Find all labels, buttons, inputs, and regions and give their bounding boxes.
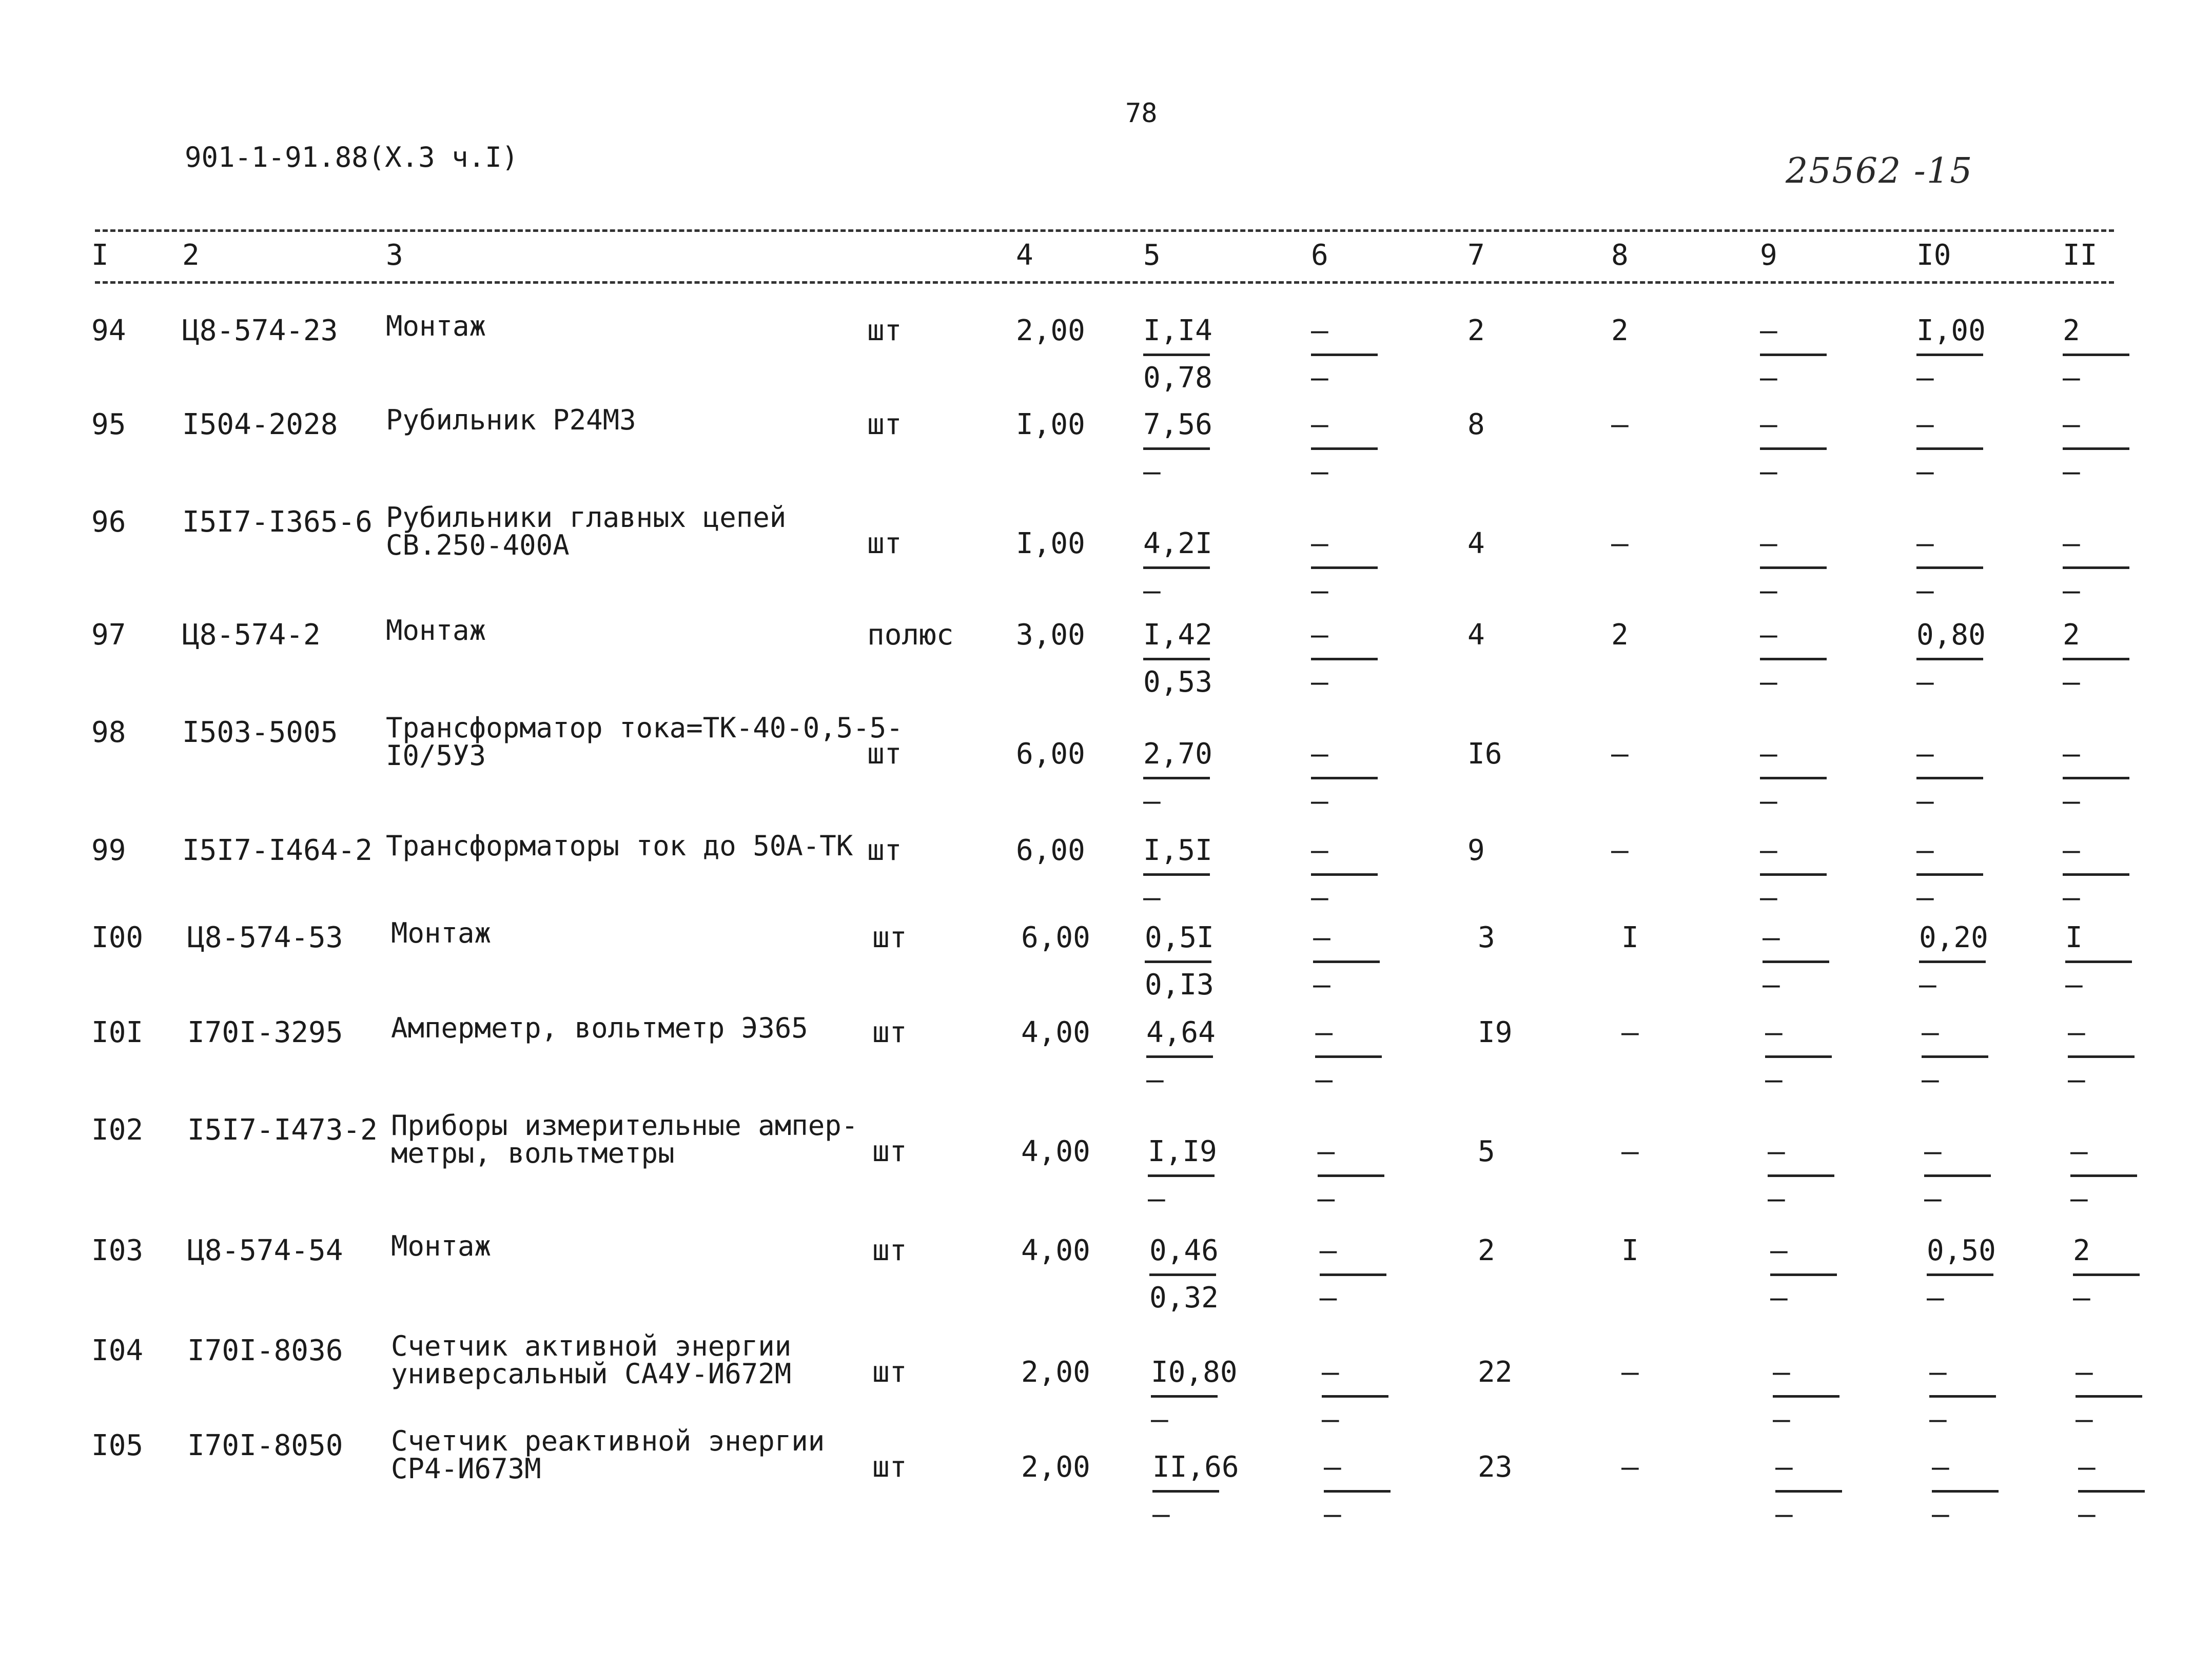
row-number: 96 [91, 505, 126, 539]
fraction-rule [1143, 447, 1210, 450]
row-col11-bottom: – [2063, 455, 2080, 488]
row-col8: – [1621, 1356, 1639, 1389]
row-col10-top: 0,50 [1927, 1234, 1996, 1267]
row-col10-bottom: – [1916, 361, 1934, 395]
fraction-rule [1760, 447, 1827, 450]
fraction-rule [1765, 1055, 1832, 1058]
fraction-rule [2070, 1174, 2137, 1177]
row-description-line: Счетчик активной энергии [391, 1330, 792, 1362]
column-header-5: 5 [1143, 239, 1161, 272]
row-col6-top: – [1319, 1234, 1337, 1267]
fraction-rule [2063, 354, 2129, 356]
fraction-rule [2063, 658, 2129, 660]
row-col5-bottom: – [1143, 455, 1161, 488]
row-col11-top: – [2063, 527, 2080, 560]
row-col6-top: – [1311, 314, 1328, 347]
row-col7: 8 [1467, 408, 1485, 441]
row-col11-bottom: – [2068, 1063, 2085, 1096]
fraction-rule [2063, 777, 2129, 779]
row-col11-bottom: – [2063, 881, 2080, 914]
row-col6-bottom: – [1321, 1403, 1339, 1436]
row-col11-top: I [2065, 921, 2083, 954]
fraction-rule [2076, 1395, 2142, 1398]
row-col6-top: – [1311, 834, 1328, 867]
column-header-3: 3 [386, 239, 403, 272]
row-col9-top: – [1773, 1356, 1790, 1389]
fraction-rule [1775, 1490, 1842, 1493]
fraction-rule [1760, 566, 1827, 569]
row-col8: – [1621, 1016, 1639, 1049]
row-description-line: СР4-И673М [391, 1453, 541, 1485]
fraction-rule [2078, 1490, 2145, 1493]
row-quantity: 3,00 [1016, 618, 1085, 652]
row-col8: – [1621, 1451, 1639, 1484]
column-header-7: 7 [1467, 239, 1485, 272]
row-col10-bottom: – [1927, 1281, 1944, 1315]
row-col5-top: I,I9 [1148, 1135, 1217, 1168]
fraction-rule [1311, 447, 1378, 450]
row-col6-bottom: – [1311, 361, 1328, 395]
row-description-line: Трансформатор тока=ТК-40-0,5-5- [386, 712, 903, 744]
row-col5-bottom: – [1152, 1498, 1170, 1531]
header-rule-bottom [95, 281, 2114, 284]
row-col9-bottom: – [1763, 968, 1780, 1002]
fraction-rule [1143, 777, 1210, 779]
row-number: I0I [91, 1016, 144, 1049]
row-col5-bottom: 0,32 [1149, 1281, 1219, 1315]
row-col9-top: – [1760, 408, 1777, 441]
fraction-rule [1311, 566, 1378, 569]
row-col9-top: – [1763, 921, 1780, 954]
row-description-line: Монтаж [386, 614, 486, 646]
row-description [391, 1014, 808, 1042]
row-description [386, 714, 903, 770]
row-quantity: 4,00 [1021, 1016, 1090, 1049]
row-col11-top: – [2068, 1016, 2085, 1049]
row-quantity: 6,00 [1021, 921, 1090, 954]
fraction-rule [1320, 1273, 1386, 1276]
row-col5-bottom: 0,53 [1143, 665, 1212, 699]
row-col7: 2 [1467, 314, 1485, 347]
row-col6-bottom: – [1317, 1182, 1335, 1216]
row-col11-top: – [2063, 834, 2080, 867]
row-col6-top: – [1313, 921, 1330, 954]
row-description-line: Приборы измерительные ампер- [391, 1109, 858, 1142]
row-code: I5I7-I365-6 [182, 505, 373, 539]
row-col10-bottom: – [1924, 1182, 1942, 1216]
row-col8: I [1621, 1234, 1639, 1267]
row-description-line: Монтаж [391, 1230, 492, 1262]
fraction-rule [1149, 1273, 1216, 1276]
row-col7: I6 [1467, 737, 1502, 771]
row-col7: 4 [1467, 618, 1485, 652]
row-quantity: 4,00 [1021, 1135, 1090, 1168]
row-quantity: 6,00 [1016, 737, 1085, 771]
row-col9-top: – [1760, 527, 1777, 560]
row-col6-top: – [1311, 618, 1328, 652]
row-col5-top: I,5I [1143, 834, 1212, 867]
row-col7: 3 [1478, 921, 1495, 954]
row-col9-bottom: – [1760, 881, 1777, 914]
row-unit: шт [872, 1016, 907, 1049]
row-col11-top: 2 [2073, 1234, 2090, 1267]
fraction-rule [1143, 566, 1210, 569]
row-col5-bottom: – [1146, 1063, 1164, 1096]
row-col10-top: – [1916, 737, 1934, 771]
row-code: I70I-8036 [187, 1334, 343, 1367]
row-col10-bottom: – [1916, 574, 1934, 607]
row-col10-top: 0,80 [1916, 618, 1986, 652]
column-header-1: I [91, 239, 109, 272]
fraction-rule [1311, 658, 1378, 660]
row-unit: шт [867, 408, 902, 441]
row-col7: 4 [1467, 527, 1485, 560]
row-col9-bottom: – [1768, 1182, 1785, 1216]
row-number: I03 [91, 1234, 144, 1267]
fraction-rule [1919, 961, 1986, 963]
row-description-line: Рубильник Р24М3 [386, 404, 636, 436]
row-col7: 9 [1467, 834, 1485, 867]
row-number: I05 [91, 1429, 144, 1462]
row-quantity: 6,00 [1016, 834, 1085, 867]
row-col9-top: – [1760, 834, 1777, 867]
row-col8: – [1611, 737, 1629, 771]
row-description [391, 1109, 858, 1169]
fraction-rule [1143, 658, 1210, 660]
row-col6-bottom: – [1311, 881, 1328, 914]
row-col10-bottom: – [1916, 785, 1934, 818]
row-quantity: 2,00 [1021, 1451, 1090, 1484]
row-unit: шт [867, 314, 902, 347]
fraction-rule [1311, 777, 1378, 779]
row-col10-top: – [1924, 1135, 1942, 1168]
fraction-rule [1311, 873, 1378, 876]
row-description-line: I0/5У3 [386, 739, 486, 772]
fraction-rule [1916, 447, 1983, 450]
row-col5-bottom: – [1143, 574, 1161, 607]
header-rule-top [95, 229, 2114, 232]
row-quantity: 2,00 [1021, 1356, 1090, 1389]
fraction-rule [1324, 1490, 1391, 1493]
row-col11-top: – [2063, 408, 2080, 441]
row-col8: – [1611, 408, 1629, 441]
row-col9-bottom: – [1760, 455, 1777, 488]
row-col6-top: – [1311, 527, 1328, 560]
row-code: I5I7-I473-2 [187, 1113, 378, 1147]
row-description [391, 1232, 491, 1260]
row-col6-top: – [1311, 737, 1328, 771]
fraction-rule [1760, 873, 1827, 876]
handwritten-reference: 25562 -15 [1786, 151, 1973, 191]
row-description [386, 406, 636, 434]
fraction-rule [1916, 873, 1983, 876]
row-col11-bottom: – [2063, 361, 2080, 395]
column-header-10: I0 [1916, 239, 1951, 272]
row-col6-top: – [1311, 408, 1328, 441]
row-col6-top: – [1324, 1451, 1341, 1484]
fraction-rule [2063, 873, 2129, 876]
fraction-rule [1311, 354, 1378, 356]
row-quantity: I,00 [1016, 408, 1085, 441]
fraction-rule [1318, 1174, 1384, 1177]
column-header-11: II [2063, 239, 2098, 272]
row-quantity: 2,00 [1016, 314, 1085, 347]
fraction-rule [1151, 1395, 1218, 1398]
row-col7: I9 [1478, 1016, 1513, 1049]
row-unit: шт [872, 1451, 907, 1484]
row-number: 98 [91, 716, 126, 749]
row-unit: шт [872, 921, 907, 954]
fraction-rule [1148, 1174, 1215, 1177]
row-col6-bottom: – [1311, 665, 1328, 699]
fraction-rule [2073, 1273, 2140, 1276]
row-col9-bottom: – [1765, 1063, 1783, 1096]
row-col9-top: – [1775, 1451, 1793, 1484]
row-code: Ц8-574-54 [187, 1234, 343, 1267]
column-header-4: 4 [1016, 239, 1033, 272]
page-number: 78 [1125, 98, 1158, 129]
row-col11-top: – [2078, 1451, 2096, 1484]
row-number: 94 [91, 314, 126, 347]
row-unit: полюс [867, 618, 954, 652]
column-header-6: 6 [1311, 239, 1328, 272]
row-col11-top: 2 [2063, 314, 2080, 347]
row-col11-bottom: – [2070, 1182, 2088, 1216]
row-col11-bottom: – [2065, 968, 2083, 1002]
row-col11-top: – [2076, 1356, 2093, 1389]
row-col10-top: – [1929, 1356, 1947, 1389]
fraction-rule [1760, 777, 1827, 779]
row-col10-bottom: – [1919, 968, 1936, 1002]
row-col6-bottom: – [1324, 1498, 1341, 1531]
row-code: I70I-8050 [187, 1429, 343, 1462]
row-unit: шт [872, 1356, 907, 1389]
fraction-rule [1313, 961, 1380, 963]
row-number: 97 [91, 618, 126, 652]
row-col8: – [1611, 834, 1629, 867]
row-col9-bottom: – [1760, 361, 1777, 395]
fraction-rule [1929, 1395, 1996, 1398]
row-number: 95 [91, 408, 126, 441]
row-col10-bottom: – [1932, 1498, 1949, 1531]
row-col9-bottom: – [1760, 665, 1777, 699]
row-col8: 2 [1611, 618, 1629, 652]
fraction-rule [1927, 1273, 1993, 1276]
row-col5-top: I,42 [1143, 618, 1212, 652]
row-col5-top: 4,2I [1143, 527, 1212, 560]
row-col10-top: – [1916, 834, 1934, 867]
row-col11-bottom: – [2076, 1403, 2093, 1436]
row-col9-top: – [1765, 1016, 1783, 1049]
fraction-rule [1916, 658, 1983, 660]
row-description [386, 312, 486, 340]
row-quantity: 4,00 [1021, 1234, 1090, 1267]
row-col7: 23 [1478, 1451, 1513, 1484]
column-header-9: 9 [1760, 239, 1777, 272]
row-description-line: универсальный СА4У-И672М [391, 1358, 792, 1390]
row-description-line: Амперметр, вольтметр Э365 [391, 1012, 808, 1044]
row-col9-bottom: – [1775, 1498, 1793, 1531]
row-col9-top: – [1770, 1234, 1788, 1267]
row-col10-bottom: – [1916, 881, 1934, 914]
row-col7: 22 [1478, 1356, 1513, 1389]
row-col7: 2 [1478, 1234, 1495, 1267]
row-col6-bottom: – [1313, 968, 1330, 1002]
fraction-rule [1932, 1490, 1999, 1493]
row-col10-top: – [1916, 527, 1934, 560]
row-code: I503-5005 [182, 716, 338, 749]
row-col5-top: 0,46 [1149, 1234, 1219, 1267]
row-col5-top: I0,80 [1151, 1356, 1238, 1389]
fraction-rule [1916, 354, 1983, 356]
fraction-rule [1143, 354, 1210, 356]
row-col5-bottom: – [1148, 1182, 1165, 1216]
row-col5-top: 7,56 [1143, 408, 1212, 441]
column-header-2: 2 [182, 239, 200, 272]
row-code: I70I-3295 [187, 1016, 343, 1049]
row-col10-top: 0,20 [1919, 921, 1988, 954]
row-description [391, 1427, 825, 1483]
row-col10-bottom: – [1922, 1063, 1939, 1096]
row-col11-bottom: – [2063, 574, 2080, 607]
fraction-rule [1924, 1174, 1991, 1177]
row-description-line: Рубильники главных цепей [386, 501, 787, 534]
fraction-rule [2068, 1055, 2135, 1058]
row-number: 99 [91, 834, 126, 867]
row-col6-top: – [1315, 1016, 1333, 1049]
row-col9-top: – [1760, 314, 1777, 347]
row-col11-top: – [2063, 737, 2080, 771]
row-unit: шт [867, 527, 902, 560]
fraction-rule [1760, 658, 1827, 660]
row-col10-bottom: – [1916, 665, 1934, 699]
row-col9-bottom: – [1773, 1403, 1790, 1436]
row-number: I02 [91, 1113, 144, 1147]
row-col6-bottom: – [1311, 574, 1328, 607]
row-col5-top: 2,70 [1143, 737, 1212, 771]
row-col10-top: I,00 [1916, 314, 1986, 347]
row-description [386, 832, 853, 860]
fraction-rule [1922, 1055, 1988, 1058]
row-col10-top: – [1932, 1451, 1949, 1484]
row-col10-bottom: – [1916, 455, 1934, 488]
row-description [391, 1332, 791, 1388]
row-number: I04 [91, 1334, 144, 1367]
row-col8: – [1611, 527, 1629, 560]
row-col9-bottom: – [1760, 574, 1777, 607]
row-description [386, 501, 787, 561]
row-col11-top: – [2070, 1135, 2088, 1168]
fraction-rule [2065, 961, 2132, 963]
document-code: 901-1-91.88(Х.3 ч.I) [185, 141, 519, 173]
row-description-line: СВ.250-400А [386, 529, 570, 561]
row-description-line: метры, вольтметры [391, 1137, 675, 1169]
row-description-line: Монтаж [391, 917, 492, 949]
fraction-rule [1145, 961, 1211, 963]
row-col6-bottom: – [1319, 1281, 1337, 1315]
row-col10-top: – [1922, 1016, 1939, 1049]
row-col8: – [1621, 1135, 1639, 1168]
row-col6-top: – [1317, 1135, 1335, 1168]
row-description [391, 919, 491, 947]
row-col5-bottom: 0,I3 [1145, 968, 1214, 1002]
row-col9-bottom: – [1770, 1281, 1788, 1315]
row-unit: шт [872, 1135, 907, 1168]
row-col6-bottom: – [1311, 785, 1328, 818]
row-col6-top: – [1321, 1356, 1339, 1389]
fraction-rule [1768, 1174, 1834, 1177]
row-col6-bottom: – [1315, 1063, 1333, 1096]
row-col9-top: – [1760, 618, 1777, 652]
row-unit: шт [867, 737, 902, 771]
row-quantity: I,00 [1016, 527, 1085, 560]
row-col7: 5 [1478, 1135, 1495, 1168]
row-number: I00 [91, 921, 144, 954]
row-col6-bottom: – [1311, 455, 1328, 488]
row-description-line: Монтаж [386, 310, 486, 342]
row-description-line: Счетчик реактивной энергии [391, 1425, 825, 1457]
row-col5-top: 4,64 [1146, 1016, 1216, 1049]
row-col5-bottom: 0,78 [1143, 361, 1212, 395]
fraction-rule [1152, 1490, 1219, 1493]
row-code: Ц8-574-2 [182, 618, 321, 652]
fraction-rule [2063, 447, 2129, 450]
row-col9-bottom: – [1760, 785, 1777, 818]
row-col11-bottom: – [2078, 1498, 2096, 1531]
row-code: Ц8-574-53 [187, 921, 343, 954]
row-col5-top: I,I4 [1143, 314, 1212, 347]
row-col5-top: II,66 [1152, 1451, 1239, 1484]
row-col5-bottom: – [1151, 1403, 1168, 1436]
fraction-rule [1322, 1395, 1388, 1398]
fraction-rule [1763, 961, 1829, 963]
row-code: Ц8-574-23 [182, 314, 338, 347]
fraction-rule [1916, 566, 1983, 569]
row-code: I504-2028 [182, 408, 338, 441]
fraction-rule [1773, 1395, 1839, 1398]
fraction-rule [1916, 777, 1983, 779]
row-col11-bottom: – [2063, 785, 2080, 818]
row-col11-top: 2 [2063, 618, 2080, 652]
fraction-rule [2063, 566, 2129, 569]
column-header-8: 8 [1611, 239, 1629, 272]
row-col5-top: 0,5I [1145, 921, 1214, 954]
fraction-rule [1146, 1055, 1213, 1058]
row-unit: шт [867, 834, 902, 867]
row-col9-top: – [1760, 737, 1777, 771]
row-col5-bottom: – [1143, 881, 1161, 914]
fraction-rule [1760, 354, 1827, 356]
fraction-rule [1315, 1055, 1382, 1058]
row-col10-top: – [1916, 408, 1934, 441]
row-col8: I [1621, 921, 1639, 954]
row-col9-top: – [1768, 1135, 1785, 1168]
row-description-line: Трансформаторы ток до 50А-ТК [386, 830, 853, 862]
row-col10-bottom: – [1929, 1403, 1947, 1436]
row-unit: шт [872, 1234, 907, 1267]
row-description [386, 614, 486, 646]
row-col8: 2 [1611, 314, 1629, 347]
row-code: I5I7-I464-2 [182, 834, 373, 867]
fraction-rule [1143, 873, 1210, 876]
row-col11-bottom: – [2063, 665, 2080, 699]
row-col5-bottom: – [1143, 785, 1161, 818]
row-col11-bottom: – [2073, 1281, 2090, 1315]
fraction-rule [1770, 1273, 1837, 1276]
